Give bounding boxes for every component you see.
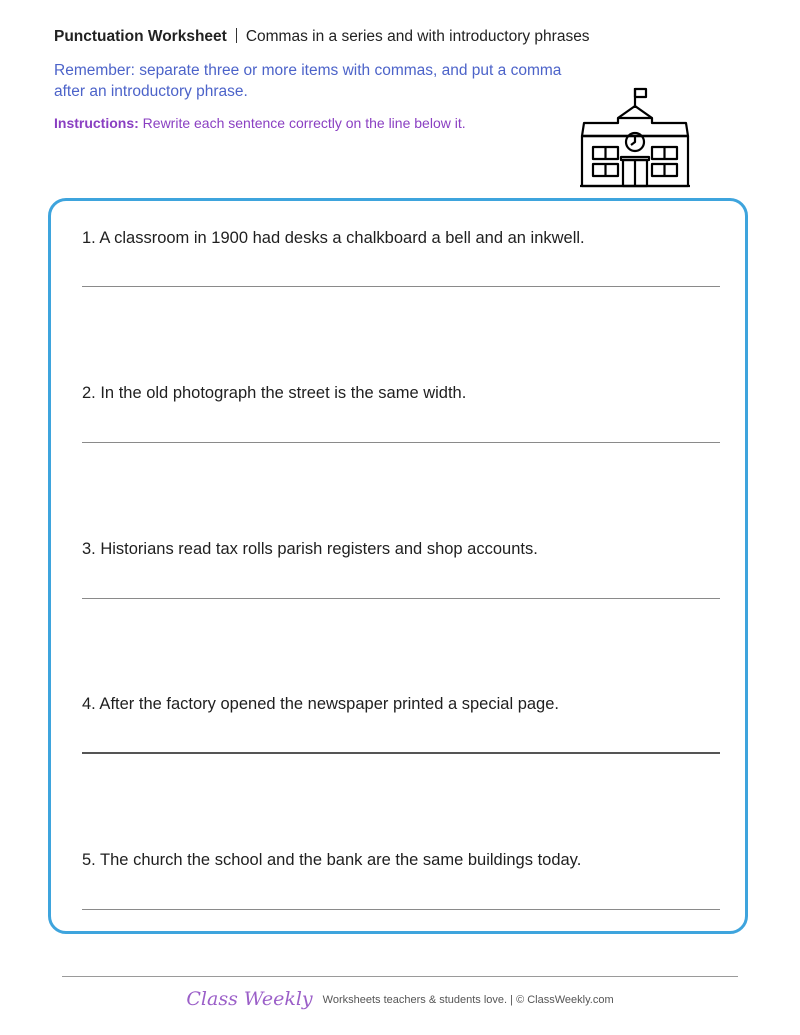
answer-line-4[interactable] (82, 752, 720, 754)
instructions-text: Rewrite each sentence correctly on the line below it. (142, 115, 466, 131)
question-2: 2. In the old photograph the street is the same width. (82, 384, 467, 402)
answer-line-3[interactable] (82, 598, 720, 599)
footer-divider (62, 976, 738, 977)
answer-line-5[interactable] (82, 909, 720, 910)
questions-card (48, 198, 748, 934)
footer-tagline: Worksheets teachers & students love. | © ClassWeekly.com (322, 994, 614, 1006)
title-text: Punctuation Worksheet (54, 28, 227, 45)
instructions-label: Instructions: (54, 115, 139, 131)
reminder-note: Remember: separate three or more items with commas, and put a comma after an introductory phrase. (54, 62, 562, 100)
question-5: 5. The church the school and the bank are the same buildings today. (82, 851, 582, 869)
instructions (54, 115, 466, 131)
footer (0, 988, 800, 1010)
title-separator (236, 28, 237, 43)
subtitle-text: Commas in a series and with introductory phrases (245, 28, 590, 45)
worksheet-title (54, 28, 590, 46)
question-4: 4. After the factory opened the newspaper printed a special page. (82, 695, 559, 713)
answer-line-2[interactable] (82, 442, 720, 443)
school-building-icon (578, 86, 692, 188)
brand-logo: Class Weekly (186, 988, 313, 1010)
question-3: 3. Historians read tax rolls parish registers and shop accounts. (82, 540, 538, 558)
answer-line-1[interactable] (82, 286, 720, 287)
question-1: 1. A classroom in 1900 had desks a chalkboard a bell and an inkwell. (82, 229, 585, 247)
